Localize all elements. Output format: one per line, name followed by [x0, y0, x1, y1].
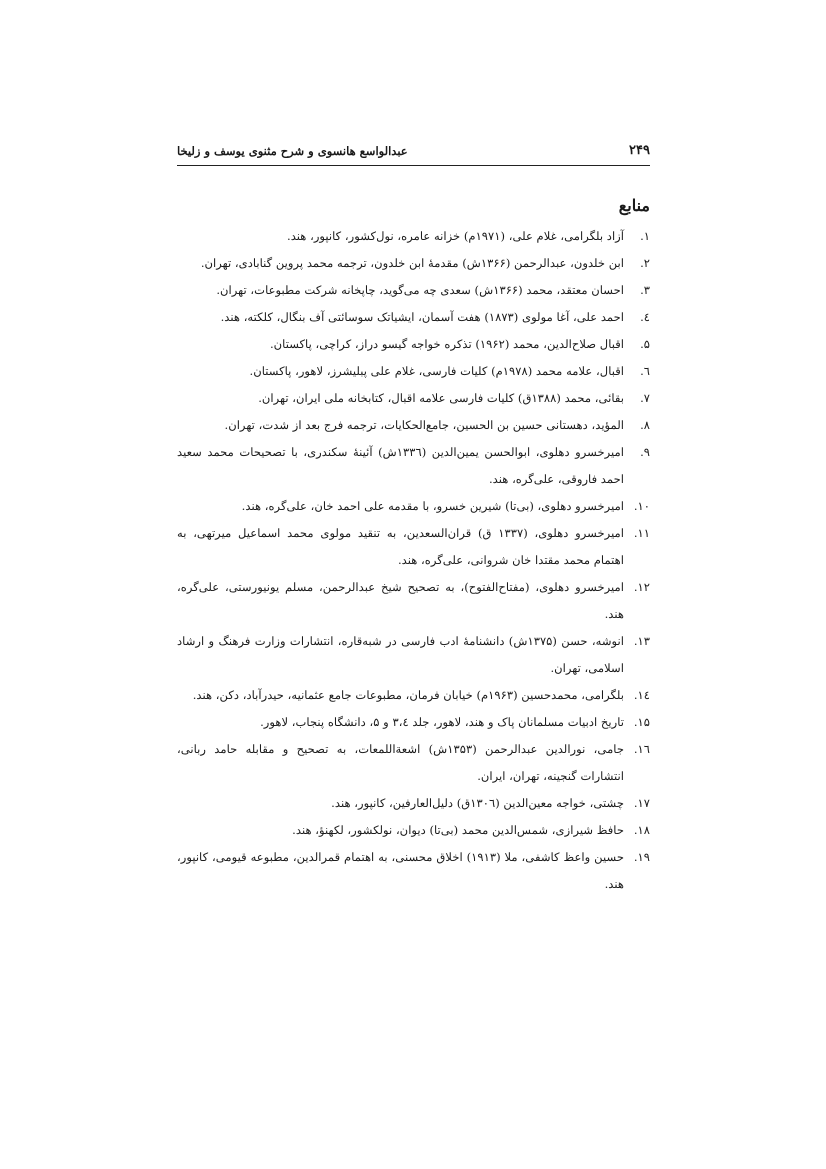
reference-item	[177, 736, 650, 790]
references-list	[177, 223, 650, 898]
reference-number: ۱۵.	[633, 715, 650, 729]
reference-item	[177, 682, 650, 709]
section-title: منابع	[618, 196, 650, 215]
reference-number: ۱٦.	[633, 742, 650, 756]
reference-item	[177, 709, 650, 736]
reference-number: ۹.	[640, 445, 650, 459]
reference-number: ۱٤.	[633, 688, 650, 702]
page-number: ۲۴۹	[629, 143, 650, 158]
reference-number: ۷.	[640, 391, 650, 405]
reference-item	[177, 277, 650, 304]
reference-number: ۱۹.	[633, 850, 650, 864]
reference-text: اقبال، علامه محمد (۱۹۷۸م) کلیات فارسی، غلام علی پبلیشرز، لاهور، پاکستان.	[249, 364, 624, 378]
reference-item	[177, 385, 650, 412]
reference-number: ۱۲.	[633, 580, 650, 594]
reference-text: انوشه، حسن (۱۳۷۵ش) دانشنامهٔ ادب فارسی در شبه‌قاره، انتشارات وزارت فرهنگ و ارشاد اسلامی، تهران.	[177, 634, 624, 675]
reference-item	[177, 304, 650, 331]
reference-text: احمد علی، آغا مولوی (۱۸۷۳) هفت آسمان، ایشیاتک سوسائتی آف بنگال، کلکته، هند.	[220, 310, 624, 324]
reference-text: تاریخ ادبیات مسلمانان پاک و هند، لاهور، جلد ۳،٤ و ۵، دانشگاه پنجاب، لاهور.	[260, 715, 624, 729]
reference-item	[177, 493, 650, 520]
reference-item	[177, 628, 650, 682]
reference-number: ۵.	[640, 337, 650, 351]
reference-text: جامی، نورالدین عبدالرحمن (۱۳۵۳ش) اشعةاللمعات، به تصحیح و مقابله حامد ربانی، انتشارات گنجینه، تهران، ایران.	[177, 742, 624, 783]
reference-text: امیرخسرو دهلوی، (بی‌تا) شیرین خسرو، با مقدمه علی احمد خان، علی‌گره، هند.	[241, 499, 624, 513]
running-header	[177, 143, 650, 166]
reference-text: امیرخسرو دهلوی، (۱۳۳۷ ق) قران‌السعدین، به تنقید مولوی محمد اسماعیل میرتهی، به اهتمام محمد مقتدا خان شروانی، علی‌گره، هند.	[177, 526, 624, 567]
reference-number: ۱۸.	[633, 823, 650, 837]
reference-text: امیرخسرو دهلوی، ابوالحسن یمین‌الدین (۱۳۳٦ش) آئینهٔ سکندری، با تصحیحات محمد سعید احمد فاروقی، علی‌گره، هند.	[177, 445, 624, 486]
reference-text: امیرخسرو دهلوی، (مفتاح‌الفتوح)، به تصحیح شیخ عبدالرحمن، مسلم یونیورستی، علی‌گره، هند.	[177, 580, 624, 621]
reference-number: ۱.	[640, 229, 650, 243]
reference-number: ۱۳.	[633, 634, 650, 648]
reference-number: ٦.	[640, 364, 650, 378]
reference-text: بقائی، محمد (۱۳۸۸ق) کلیات فارسی علامه اقبال، کتابخانه ملی ایران، تهران.	[258, 391, 624, 405]
reference-text: آزاد بلگرامی، غلام علی، (۱۹۷۱م) خزانه عامره، نول‌کشور، کانپور، هند.	[287, 229, 624, 243]
reference-item	[177, 250, 650, 277]
reference-item	[177, 358, 650, 385]
reference-item	[177, 412, 650, 439]
reference-number: ٤.	[640, 310, 650, 324]
reference-text: چشتی، خواجه معین‌الدین (۱۳۰٦ق) دلیل‌العارفین، کانپور، هند.	[331, 796, 624, 810]
reference-number: ۸.	[640, 418, 650, 432]
reference-number: ۱۱.	[633, 526, 650, 540]
reference-item	[177, 817, 650, 844]
reference-item	[177, 331, 650, 358]
reference-number: ۳.	[640, 283, 650, 297]
reference-text: احسان معتقد، محمد (۱۳۶۶ش) سعدی چه می‌گوید، چاپخانه شرکت مطبوعات، تهران.	[216, 283, 624, 297]
reference-number: ۲.	[640, 256, 650, 270]
reference-item	[177, 223, 650, 250]
running-title: عبدالواسع هانسوی و شرح مثنوی یوسف و زلیخا	[177, 144, 408, 158]
reference-number: ۱۷.	[633, 796, 650, 810]
reference-text: المؤید، دهستانی حسین بن الحسین، جامع‌الحکایات، ترجمه فرج بعد از شدت، تهران.	[224, 418, 624, 432]
reference-item	[177, 439, 650, 493]
reference-text: بلگرامی، محمدحسین (۱۹۶۳م) خیابان فرمان، مطبوعات جامع عثمانیه، حیدرآباد، دکن، هند.	[192, 688, 624, 702]
reference-item	[177, 520, 650, 574]
reference-item	[177, 790, 650, 817]
reference-text: ابن خلدون، عبدالرحمن (۱۳۶۶ش) مقدمهٔ ابن خلدون، ترجمه محمد پروین گنابادی، تهران.	[200, 256, 624, 270]
reference-text: حافظ شیرازی، شمس‌الدین محمد (بی‌تا) دیوان، نولکشور، لکهنؤ، هند.	[292, 823, 624, 837]
reference-number: ۱۰.	[633, 499, 650, 513]
reference-text: اقبال صلاح‌الدین، محمد (۱۹۶۲) تذکره خواجه گیسو دراز، کراچی، پاکستان.	[269, 337, 624, 351]
reference-item	[177, 844, 650, 898]
reference-item	[177, 574, 650, 628]
reference-text: حسین واعظ کاشفی، ملا (۱۹۱۳) اخلاق محسنی، به اهتمام قمرالدین، مطبوعه قیومی، کانپور، هند.	[177, 850, 624, 891]
